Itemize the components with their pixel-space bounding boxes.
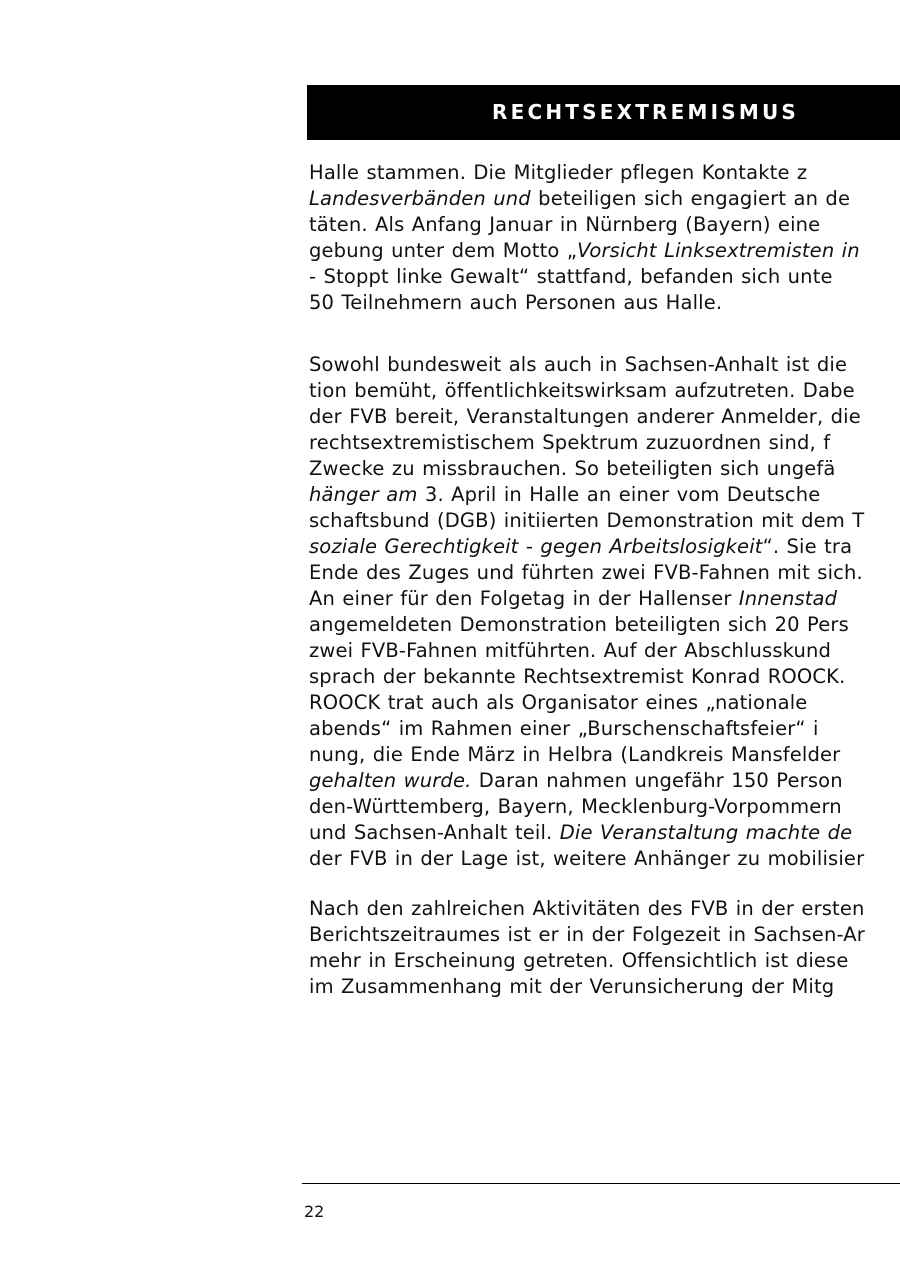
text-line: der FVB in der Lage ist, weitere Anhänger zu mobilisier <box>309 847 865 870</box>
text-line: Halle stammen. Die Mitglieder pflegen Kontakte z <box>309 161 808 184</box>
text-line: Zwecke zu missbrauchen. So beteiligten sich ungefä <box>309 457 836 480</box>
text-line: gebung unter dem Motto „Vorsicht Linksextremisten in <box>309 239 860 262</box>
text-line: An einer für den Folgetag in der Hallenser Innenstad <box>309 587 838 610</box>
italic-text: gehalten wurde. <box>309 769 472 792</box>
text-line: nung, die Ende März in Helbra (Landkreis Mansfelder <box>309 743 841 766</box>
text-line: rechtsextremistischem Spektrum zuzuordnen sind, f <box>309 431 831 454</box>
italic-text: Vorsicht Linksextremisten in <box>577 239 860 262</box>
text-line: tion bemüht, öffentlichkeitswirksam aufzutreten. Dabe <box>309 379 855 402</box>
text-line: Berichtszeitraumes ist er in der Folgezeit in Sachsen-Ar <box>309 923 865 946</box>
text-line: sprach der bekannte Rechtsextremist Konrad ROOCK. <box>309 665 846 688</box>
footer-divider <box>302 1183 900 1184</box>
text-line: zwei FVB-Fahnen mitführten. Auf der Abschlusskund <box>309 639 832 662</box>
text-line: Sowohl bundesweit als auch in Sachsen-Anhalt ist die <box>309 353 848 376</box>
text-line: hänger am 3. April in Halle an einer vom Deutsche <box>309 483 821 506</box>
italic-text: Die Veranstaltung machte de <box>559 821 853 844</box>
text-line: Ende des Zuges und führten zwei FVB-Fahnen mit sich. <box>309 561 863 584</box>
text-line: Nach den zahlreichen Aktivitäten des FVB in der ersten <box>309 897 865 920</box>
text-line: ROOCK trat auch als Organisator eines „nationale <box>309 691 808 714</box>
text-line: im Zusammenhang mit der Verunsicherung der Mitg <box>309 975 835 998</box>
paragraph-1 <box>309 160 900 316</box>
text-line: abends“ im Rahmen einer „Burschenschaftsfeier“ i <box>309 717 819 740</box>
section-title: RECHTSEXTREMISMUS <box>492 100 800 124</box>
text-line: Landesverbänden und beteiligen sich engagiert an de <box>309 187 851 210</box>
text-line: täten. Als Anfang Januar in Nürnberg (Bayern) eine <box>309 213 821 236</box>
page-number: 22 <box>304 1202 325 1221</box>
text-line: schaftsbund (DGB) initiierten Demonstration mit dem T <box>309 509 865 532</box>
text-line: mehr in Erscheinung getreten. Offensichtlich ist diese <box>309 949 849 972</box>
italic-text: Landesverbänden und <box>309 187 531 210</box>
text-line: der FVB bereit, Veranstaltungen anderer Anmelder, die <box>309 405 861 428</box>
text-line: gehalten wurde. Daran nahmen ungefähr 150 Person <box>309 769 843 792</box>
text-line: soziale Gerechtigkeit - gegen Arbeitslosigkeit“. Sie tra <box>309 535 853 558</box>
paragraph-3 <box>309 896 900 1000</box>
text-line: und Sachsen-Anhalt teil. Die Veranstaltung machte de <box>309 821 853 844</box>
text-line: 50 Teilnehmern auch Personen aus Halle. <box>309 291 723 314</box>
text-line: den-Württemberg, Bayern, Mecklenburg-Vorpommern <box>309 795 842 818</box>
italic-text: hänger am <box>309 483 418 506</box>
italic-text: Innenstad <box>738 587 838 610</box>
paragraph-2 <box>309 352 900 872</box>
text-line: angemeldeten Demonstration beteiligten sich 20 Pers <box>309 613 849 636</box>
italic-text: soziale Gerechtigkeit - gegen Arbeitslosigkeit <box>309 535 763 558</box>
section-header-bar <box>307 85 900 140</box>
text-line: - Stoppt linke Gewalt“ stattfand, befanden sich unte <box>309 265 833 288</box>
